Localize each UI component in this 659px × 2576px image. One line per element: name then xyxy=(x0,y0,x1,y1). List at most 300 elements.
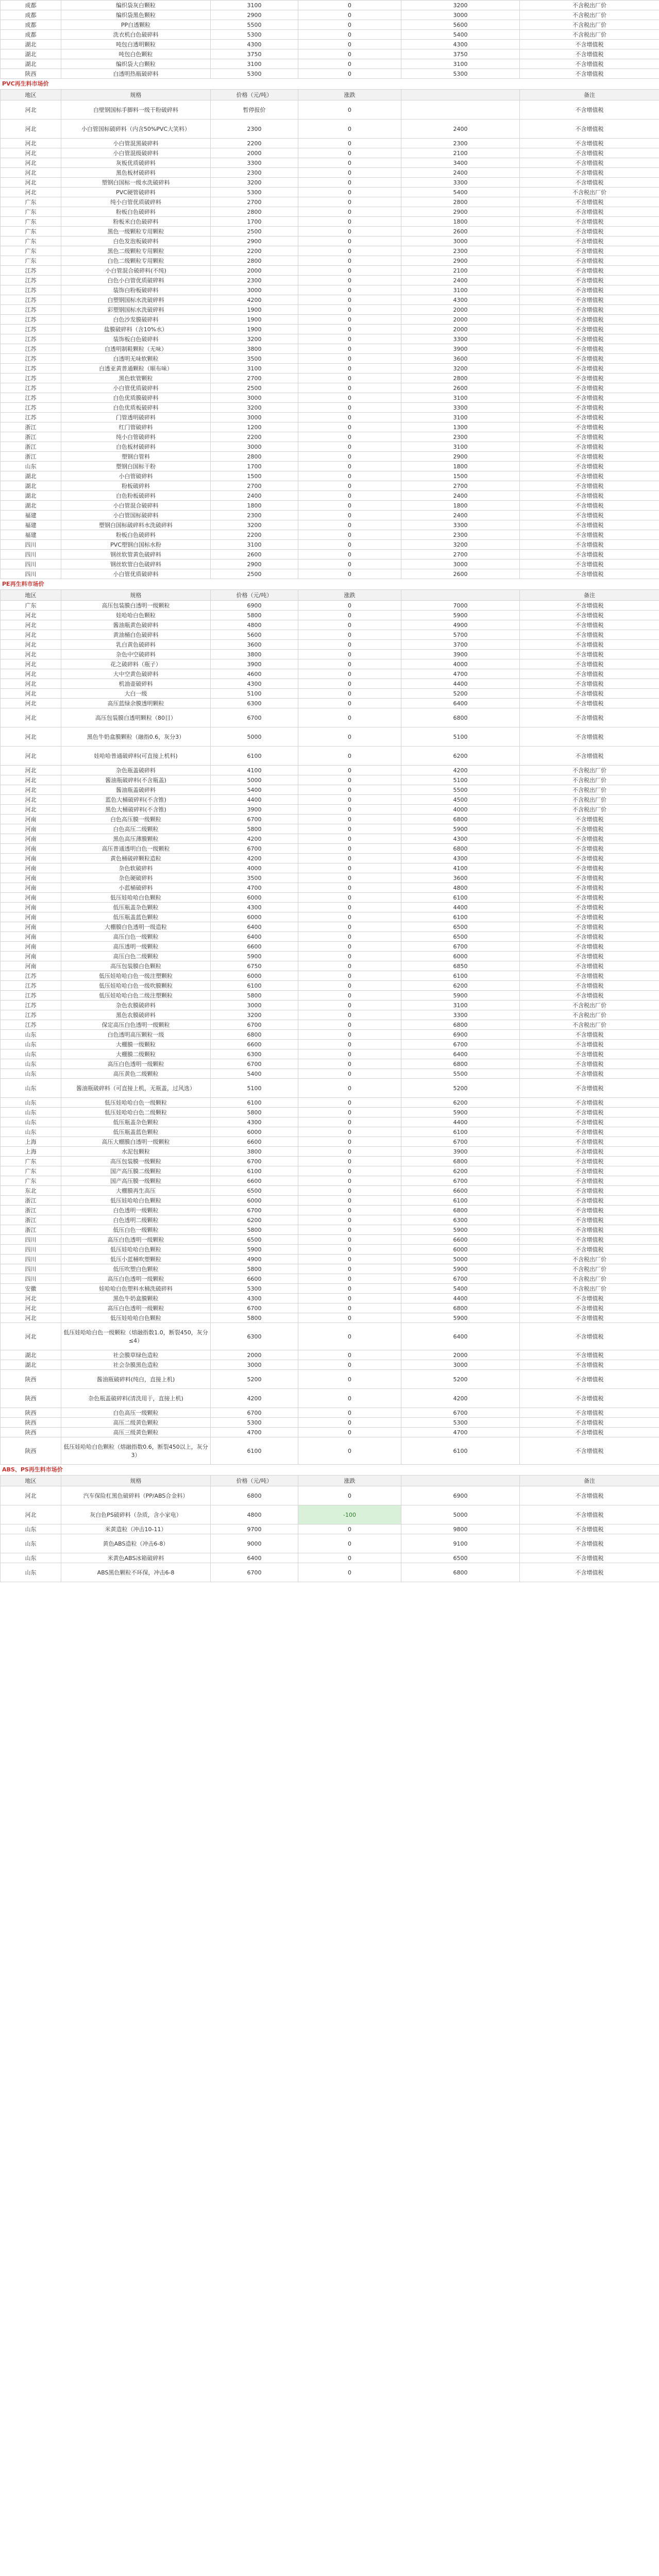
price-cell: 2700 xyxy=(211,481,298,491)
spec-cell: 酱油瓶黄色破碎料 xyxy=(61,620,211,630)
note-cell: 不含增值税 xyxy=(520,1157,659,1166)
change-cell: 0 xyxy=(298,285,401,295)
change-cell: 0 xyxy=(298,325,401,334)
region-cell: 四川 xyxy=(1,1245,61,1255)
note-cell: 不含增值税 xyxy=(520,893,659,903)
change-cell: 0 xyxy=(298,1176,401,1186)
note-cell: 不含增值税 xyxy=(520,1563,659,1582)
price-cell: 6700 xyxy=(211,1206,298,1215)
table-row xyxy=(1,1196,659,1206)
table-row xyxy=(1,188,659,197)
change-cell: 0 xyxy=(298,227,401,236)
spec-cell: 高压蓝绿余膜透明颗粒 xyxy=(61,699,211,708)
table-row xyxy=(1,659,659,669)
table-row xyxy=(1,59,659,69)
note-cell: 不含税出厂价 xyxy=(520,30,659,40)
change-cell: 0 xyxy=(298,10,401,20)
spec-cell: 小蓝桶破碎料 xyxy=(61,883,211,893)
region-cell: 河北 xyxy=(1,158,61,168)
note-cell: 不含增值税 xyxy=(520,1418,659,1428)
table-row xyxy=(1,1303,659,1313)
table-row xyxy=(1,1030,659,1040)
note-cell: 不含增值税 xyxy=(520,834,659,844)
price-cell: 6200 xyxy=(211,1215,298,1225)
change-cell: 0 xyxy=(298,1166,401,1176)
change-cell: 0 xyxy=(298,1274,401,1284)
change-cell: 0 xyxy=(298,471,401,481)
price-cell: 2300 xyxy=(211,168,298,178)
price-cell: 6400 xyxy=(211,922,298,932)
note-cell: 不含增值税 xyxy=(520,197,659,207)
region-cell: 福建 xyxy=(1,520,61,530)
note-cell: 不含增值税 xyxy=(520,1245,659,1255)
spec-cell: 杂色软破碎料 xyxy=(61,863,211,873)
note-cell: 不含增值税 xyxy=(520,620,659,630)
price-cell: 4200 xyxy=(211,834,298,844)
table-row xyxy=(1,1117,659,1127)
price-alt-cell: 6900 xyxy=(401,1486,520,1505)
table-row xyxy=(1,883,659,893)
spec-cell: 黄油桶白色破碎料 xyxy=(61,630,211,640)
price-cell: 6100 xyxy=(211,1098,298,1108)
price-alt-cell: 5200 xyxy=(401,1370,520,1389)
note-cell: 不含增值税 xyxy=(520,403,659,413)
region-cell: 湖北 xyxy=(1,40,61,49)
price-alt-cell: 3900 xyxy=(401,1147,520,1157)
spec-cell: 乳白黄色破碎料 xyxy=(61,640,211,650)
price-cell: 5000 xyxy=(211,775,298,785)
price-alt-cell: 5000 xyxy=(401,1255,520,1264)
price-cell: 2200 xyxy=(211,246,298,256)
price-alt-cell: 4800 xyxy=(401,883,520,893)
region-cell: 河南 xyxy=(1,854,61,863)
price-cell: 6000 xyxy=(211,893,298,903)
region-cell: 成都 xyxy=(1,10,61,20)
table-row xyxy=(1,1049,659,1059)
table-row xyxy=(1,354,659,364)
table-row xyxy=(1,1137,659,1147)
spec-cell: 洗衣机白色破碎料 xyxy=(61,30,211,40)
spec-cell: 国产高压膜一级颗粒 xyxy=(61,1176,211,1186)
price-cell: 6600 xyxy=(211,1274,298,1284)
price-alt-cell: 2000 xyxy=(401,315,520,325)
table-row xyxy=(1,49,659,59)
price-alt-cell: 3300 xyxy=(401,178,520,188)
price-cell: 6700 xyxy=(211,1563,298,1582)
note-cell: 不含增值税 xyxy=(520,708,659,727)
spec-cell: 高压白色透明一级颗粒 xyxy=(61,1235,211,1245)
price-alt-cell: 3300 xyxy=(401,403,520,413)
table-row xyxy=(1,334,659,344)
region-cell: 河南 xyxy=(1,932,61,942)
price-cell: 6700 xyxy=(211,844,298,854)
spec-cell: 杂色农膜破碎料 xyxy=(61,1001,211,1010)
price-cell: 5100 xyxy=(211,1079,298,1098)
table-row xyxy=(1,10,659,20)
price-cell: 5900 xyxy=(211,952,298,961)
note-cell: 不含增值税 xyxy=(520,49,659,59)
price-cell: 1800 xyxy=(211,501,298,511)
price-cell: 6500 xyxy=(211,1186,298,1196)
note-cell: 不含增值税 xyxy=(520,1127,659,1137)
table-row xyxy=(1,120,659,139)
note-cell: 不含增值税 xyxy=(520,1370,659,1389)
price-cell: 3900 xyxy=(211,659,298,669)
region-cell: 河南 xyxy=(1,903,61,912)
price-alt-cell: 5600 xyxy=(401,20,520,30)
price-alt-cell: 6800 xyxy=(401,1059,520,1069)
table-row xyxy=(1,1166,659,1176)
note-cell: 不含增值税 xyxy=(520,207,659,217)
spec-cell: 米黄色ABS冰箱破碎料 xyxy=(61,1553,211,1563)
price-cell: 1900 xyxy=(211,315,298,325)
change-cell: 0 xyxy=(298,795,401,805)
price-alt-cell: 3000 xyxy=(401,10,520,20)
region-cell: 河南 xyxy=(1,952,61,961)
price-cell: 6600 xyxy=(211,942,298,952)
spec-cell: 黑色大桶破碎料(不含锥) xyxy=(61,805,211,815)
change-cell: 0 xyxy=(298,1117,401,1127)
region-cell: 河北 xyxy=(1,1294,61,1303)
spec-cell: 高压白色透明一级颗粒 xyxy=(61,1303,211,1313)
table-row xyxy=(1,501,659,511)
header-change: 涨跌 xyxy=(298,590,401,601)
region-cell: 江苏 xyxy=(1,344,61,354)
spec-cell: 黑色二级颗粒专用颗粒 xyxy=(61,246,211,256)
change-cell: 0 xyxy=(298,630,401,640)
table-row xyxy=(1,432,659,442)
spec-cell: 黑色高压薄膜颗粒 xyxy=(61,834,211,844)
table-row xyxy=(1,1323,659,1350)
spec-cell: 大棚膜一级颗粒 xyxy=(61,1040,211,1049)
price-cell: 5500 xyxy=(211,20,298,30)
table-row xyxy=(1,795,659,805)
region-cell: 成都 xyxy=(1,1,61,10)
price-cell: 5400 xyxy=(211,1069,298,1079)
region-cell: 河南 xyxy=(1,873,61,883)
price-alt-cell: 6400 xyxy=(401,1323,520,1350)
header-price: 价格（元/吨） xyxy=(211,590,298,601)
table-row xyxy=(1,315,659,325)
table-row xyxy=(1,1360,659,1370)
note-cell: 不含增值税 xyxy=(520,903,659,912)
note-cell: 不含增值税 xyxy=(520,442,659,452)
change-cell: 0 xyxy=(298,1418,401,1428)
price-cell: 6900 xyxy=(211,601,298,611)
price-alt-cell: 4400 xyxy=(401,1117,520,1127)
note-cell: 不含增值税 xyxy=(520,659,659,669)
table-row xyxy=(1,520,659,530)
note-cell: 不含增值税 xyxy=(520,481,659,491)
price-cell: 3200 xyxy=(211,403,298,413)
change-cell: 0 xyxy=(298,374,401,383)
price-alt-cell: 6100 xyxy=(401,1127,520,1137)
table-row xyxy=(1,1264,659,1274)
change-cell: 0 xyxy=(298,1437,401,1465)
price-cell: 5300 xyxy=(211,188,298,197)
note-cell: 不含增值税 xyxy=(520,1303,659,1313)
region-cell: 浙江 xyxy=(1,1215,61,1225)
price-alt-cell: 2700 xyxy=(401,550,520,560)
note-cell: 不含增值税 xyxy=(520,601,659,611)
region-cell: 广东 xyxy=(1,227,61,236)
spec-cell: 低压白色一级颗粒 xyxy=(61,1225,211,1235)
price-cell: 6400 xyxy=(211,1553,298,1563)
region-cell: 河北 xyxy=(1,611,61,620)
price-cell: 2700 xyxy=(211,197,298,207)
table-row xyxy=(1,139,659,148)
note-cell: 不含增值税 xyxy=(520,227,659,236)
spec-cell: 高压透明一级颗粒 xyxy=(61,942,211,952)
change-cell: -100 xyxy=(298,1505,401,1524)
table-row xyxy=(1,766,659,775)
change-cell: 0 xyxy=(298,775,401,785)
price-cell: 2600 xyxy=(211,550,298,560)
note-cell: 不含增值税 xyxy=(520,100,659,120)
note-cell: 不含增值税 xyxy=(520,40,659,49)
change-cell: 0 xyxy=(298,952,401,961)
price-alt-cell: 5100 xyxy=(401,727,520,747)
price-alt-cell: 6700 xyxy=(401,1176,520,1186)
price-alt-cell: 4700 xyxy=(401,669,520,679)
change-cell: 0 xyxy=(298,422,401,432)
change-cell: 0 xyxy=(298,1206,401,1215)
spec-cell: 小白管国标破碎料（内含50%PVC大笑料） xyxy=(61,120,211,139)
spec-cell: 大中空黄色破碎料 xyxy=(61,669,211,679)
price-cell: 3300 xyxy=(211,158,298,168)
note-cell: 不含增值税 xyxy=(520,981,659,991)
price-cell: 1700 xyxy=(211,462,298,471)
spec-cell: 酱油瓶盖破碎料 xyxy=(61,785,211,795)
table-row xyxy=(1,971,659,981)
price-alt-cell: 6100 xyxy=(401,1437,520,1465)
change-cell: 0 xyxy=(298,49,401,59)
change-cell: 0 xyxy=(298,69,401,79)
note-cell: 不含增值税 xyxy=(520,1428,659,1437)
region-cell: 山东 xyxy=(1,1030,61,1040)
table-row xyxy=(1,550,659,560)
price-cell: 4300 xyxy=(211,1117,298,1127)
table-row xyxy=(1,834,659,844)
price-cell: 5800 xyxy=(211,1313,298,1323)
spec-cell: 杂色中空破碎料 xyxy=(61,650,211,659)
region-cell: 成都 xyxy=(1,30,61,40)
table-row xyxy=(1,1225,659,1235)
table-row xyxy=(1,1147,659,1157)
table-row xyxy=(1,442,659,452)
price-alt-cell: 6600 xyxy=(401,1186,520,1196)
region-cell: 江苏 xyxy=(1,374,61,383)
note-cell: 不含增值税 xyxy=(520,422,659,432)
table-row xyxy=(1,1524,659,1534)
note-cell: 不含增值税 xyxy=(520,942,659,952)
note-cell: 不含增值税 xyxy=(520,1389,659,1408)
price-alt-cell: 2900 xyxy=(401,256,520,266)
change-cell: 0 xyxy=(298,650,401,659)
change-cell: 0 xyxy=(298,20,401,30)
price-alt-cell: 6200 xyxy=(401,1098,520,1108)
price-cell: 3800 xyxy=(211,344,298,354)
region-cell: 江苏 xyxy=(1,393,61,403)
price-alt-cell: 3900 xyxy=(401,344,520,354)
price-cell: 5800 xyxy=(211,1225,298,1235)
note-cell: 不含增值税 xyxy=(520,1350,659,1360)
note-cell: 不含增值税 xyxy=(520,139,659,148)
spec-cell: PVC塑钢白国标水粉 xyxy=(61,540,211,550)
price-cell: 3100 xyxy=(211,1,298,10)
spec-cell: 高压白色二级颗粒 xyxy=(61,952,211,961)
price-alt-cell: 4400 xyxy=(401,1294,520,1303)
price-cell: 4100 xyxy=(211,766,298,775)
price-alt-cell: 2400 xyxy=(401,491,520,501)
price-cell: 2800 xyxy=(211,207,298,217)
change-cell: 0 xyxy=(298,334,401,344)
note-cell: 不含税出厂价 xyxy=(520,1274,659,1284)
note-cell: 不含增值税 xyxy=(520,491,659,501)
region-cell: 河南 xyxy=(1,815,61,824)
note-cell: 不含增值税 xyxy=(520,854,659,863)
region-cell: 江苏 xyxy=(1,364,61,374)
note-cell: 不含税出厂价 xyxy=(520,785,659,795)
note-cell: 不含增值税 xyxy=(520,217,659,227)
change-cell: 0 xyxy=(298,893,401,903)
price-cell: 6100 xyxy=(211,1437,298,1465)
price-alt-cell: 4700 xyxy=(401,1428,520,1437)
price-cell: 6600 xyxy=(211,1176,298,1186)
price-cell: 6700 xyxy=(211,1157,298,1166)
note-cell: 不含税出厂价 xyxy=(520,1001,659,1010)
region-cell: 河北 xyxy=(1,168,61,178)
note-cell: 不含增值税 xyxy=(520,236,659,246)
price-cell: 3100 xyxy=(211,540,298,550)
spec-cell: 高压包装膜一级颗粒 xyxy=(61,1157,211,1166)
spec-cell: 白色高压一级颗粒 xyxy=(61,1408,211,1418)
region-cell: 江苏 xyxy=(1,266,61,276)
table-row xyxy=(1,873,659,883)
region-cell: 河北 xyxy=(1,679,61,689)
region-cell: 河北 xyxy=(1,188,61,197)
note-cell: 不含增值税 xyxy=(520,669,659,679)
table-row xyxy=(1,893,659,903)
change-cell: 0 xyxy=(298,611,401,620)
change-cell: 0 xyxy=(298,120,401,139)
note-cell: 不含税出厂价 xyxy=(520,1264,659,1274)
table-row xyxy=(1,903,659,912)
note-cell: 不含增值税 xyxy=(520,1235,659,1245)
price-alt-cell: 9100 xyxy=(401,1534,520,1553)
price-cell: 2300 xyxy=(211,276,298,285)
price-cell: 6100 xyxy=(211,1166,298,1176)
spec-cell: 灰板优质破碎料 xyxy=(61,158,211,168)
note-cell: 不含增值税 xyxy=(520,611,659,620)
table-row xyxy=(1,1534,659,1553)
region-cell: 四川 xyxy=(1,1264,61,1274)
region-cell: 上海 xyxy=(1,1147,61,1157)
spec-cell: 粉板破碎料 xyxy=(61,481,211,491)
region-cell: 江苏 xyxy=(1,354,61,364)
note-cell: 不含增值税 xyxy=(520,1408,659,1418)
change-cell: 0 xyxy=(298,276,401,285)
change-cell: 0 xyxy=(298,1108,401,1117)
table-row xyxy=(1,1176,659,1186)
price-alt-cell: 4900 xyxy=(401,620,520,630)
table-row xyxy=(1,1245,659,1255)
table-row xyxy=(1,530,659,540)
price-alt-cell: 1800 xyxy=(401,501,520,511)
table-row xyxy=(1,1001,659,1010)
region-cell: 河北 xyxy=(1,659,61,669)
table-row xyxy=(1,325,659,334)
change-cell: 0 xyxy=(298,1010,401,1020)
table-row xyxy=(1,1313,659,1323)
region-cell: 上海 xyxy=(1,1137,61,1147)
price-alt-cell: 2000 xyxy=(401,325,520,334)
price-cell: 5300 xyxy=(211,69,298,79)
spec-cell: 大棚膜白色透明一级造粒 xyxy=(61,922,211,932)
price-alt-cell: 2400 xyxy=(401,120,520,139)
note-cell: 不含增值税 xyxy=(520,1534,659,1553)
price-cell: 4300 xyxy=(211,679,298,689)
region-cell: 四川 xyxy=(1,560,61,569)
change-cell: 0 xyxy=(298,256,401,266)
region-cell: 河北 xyxy=(1,689,61,699)
note-cell: 不含增值税 xyxy=(520,1360,659,1370)
spec-cell: 白透亚黄普通颗粒（顺布味） xyxy=(61,364,211,374)
spec-cell: 白透明无味软颗粒 xyxy=(61,354,211,364)
note-cell: 不含增值税 xyxy=(520,471,659,481)
spec-cell: 娃哈哈普通破碎料(可直接上机料) xyxy=(61,747,211,766)
spec-cell: 蓝色大桶破碎料(不含锥) xyxy=(61,795,211,805)
change-cell: 0 xyxy=(298,100,401,120)
change-cell: 0 xyxy=(298,266,401,276)
region-cell: 河北 xyxy=(1,640,61,650)
pe-header-row xyxy=(1,590,659,601)
price-alt-cell: 1500 xyxy=(401,471,520,481)
region-cell: 广东 xyxy=(1,1157,61,1166)
region-cell: 江苏 xyxy=(1,1020,61,1030)
price-cell: 4600 xyxy=(211,669,298,679)
table-row xyxy=(1,197,659,207)
spec-cell: 低压瓶盖蓝色颗粒 xyxy=(61,912,211,922)
region-cell: 浙江 xyxy=(1,452,61,462)
table-row xyxy=(1,168,659,178)
price-alt-cell: 2300 xyxy=(401,139,520,148)
price-alt-cell: 2300 xyxy=(401,246,520,256)
price-alt-cell: 5900 xyxy=(401,991,520,1001)
spec-cell: 黑色一级颗粒专用颗粒 xyxy=(61,227,211,236)
table-row xyxy=(1,69,659,79)
change-cell: 0 xyxy=(298,217,401,227)
price-cell: 4700 xyxy=(211,1428,298,1437)
spec-cell: 高压包装膜白透明颗粒（80目） xyxy=(61,708,211,727)
note-cell: 不含增值税 xyxy=(520,1225,659,1235)
spec-cell: 盐膜破碎料（含10%水） xyxy=(61,325,211,334)
region-cell: 湖北 xyxy=(1,59,61,69)
price-cell: 3000 xyxy=(211,1001,298,1010)
note-cell: 不含增值税 xyxy=(520,1147,659,1157)
price-alt-cell: 6100 xyxy=(401,1196,520,1206)
note-cell: 不含增值税 xyxy=(520,679,659,689)
header-change: 涨跌 xyxy=(298,1476,401,1486)
note-cell: 不含增值税 xyxy=(520,1049,659,1059)
region-cell: 河南 xyxy=(1,883,61,893)
table-row xyxy=(1,961,659,971)
change-cell: 0 xyxy=(298,481,401,491)
spec-cell: 白壁钢国标手脚料一级干粉破碎料 xyxy=(61,100,211,120)
table-row xyxy=(1,100,659,120)
price-alt-cell: 7000 xyxy=(401,601,520,611)
table-row xyxy=(1,305,659,315)
